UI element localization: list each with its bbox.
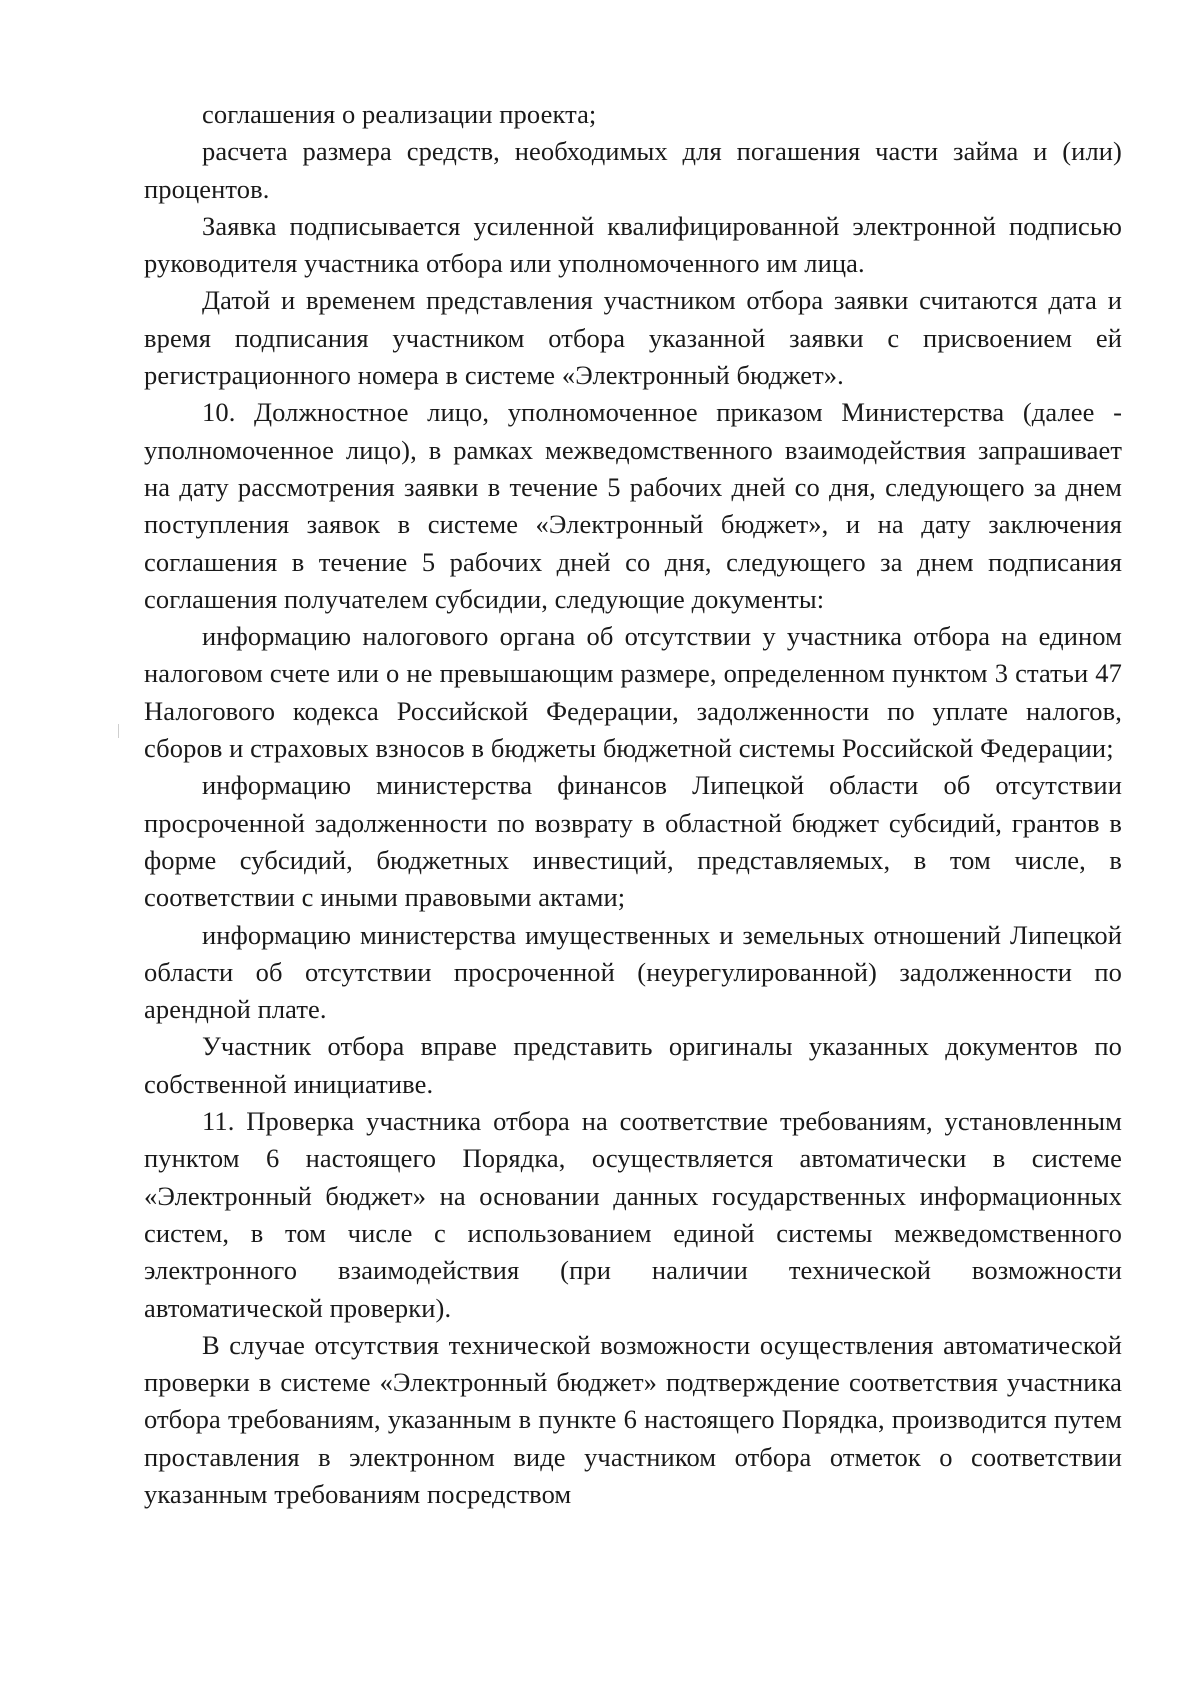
paragraph: 11. Проверка участника отбора на соответствие требованиям, установленным пунктом 6 настоящего Порядка, осуществляется автоматически в системе «Электронный бюджет» на основании данных государственных информационных систем, в том числе с использованием единой системы межведомственного электронного взаимодействия (при наличии технической возможности автоматической проверки).: [144, 1106, 1122, 1323]
paragraph: информацию министерства имущественных и земельных отношений Липецкой области об отсутствии просроченной (неурегулированной) задолженности по арендной плате.: [144, 919, 1122, 1025]
document-body: [144, 96, 1122, 1513]
paragraph: соглашения о реализации проекта;: [202, 99, 597, 129]
paragraph: Заявка подписывается усиленной квалифицированной электронной подписью руководителя участника отбора или уполномоченного им лица.: [144, 210, 1122, 279]
paragraph: 10. Должностное лицо, уполномоченное приказом Министерства (далее - уполномоченное лицо), в рамках межведомственного взаимодействия запрашивает на дату рассмотрения заявки в течение 5 рабочих дней со дня, следующего за днем поступления заявок в системе «Электронный бюджет», и на дату заключения соглашения в течение 5 рабочих дней со дня, следующего за днем подписания соглашения получателем субсидии, следующие документы:: [144, 397, 1122, 614]
paragraph: информацию министерства финансов Липецкой области об отсутствии просроченной задолженности по возврату в областной бюджет субсидий, грантов в форме субсидий, бюджетных инвестиций, представляемых, в том числе, в соответствии с иными правовыми актами;: [144, 770, 1122, 913]
paragraph: Датой и временем представления участником отбора заявки считаются дата и время подписания участником отбора указанной заявки с присвоением ей регистрационного номера в системе «Электронный бюджет».: [144, 285, 1122, 391]
paragraph: расчета размера средств, необходимых для погашения части займа и (или) процентов.: [144, 136, 1122, 204]
scan-artifact: [118, 724, 119, 738]
paragraph: Участник отбора вправе представить оригиналы указанных документов по собственной инициативе.: [144, 1031, 1122, 1099]
paragraph: информацию налогового органа об отсутствии у участника отбора на едином налоговом счете или о не превышающим размере, определенном пунктом 3 статьи 47 Налогового кодекса Российской Федерации, задолженности по уплате налогов, сборов и страховых взносов в бюджеты бюджетной системы Российской Федерации;: [144, 621, 1122, 764]
paragraph: В случае отсутствия технической возможности осуществления автоматической проверки в системе «Электронный бюджет» подтверждение соответствия участника отбора требованиям, указанным в пункте 6 настоящего Порядка, производится путем проставления в электронном виде участником отбора отметок о соответствии указанным требованиям посредством: [144, 1329, 1122, 1509]
